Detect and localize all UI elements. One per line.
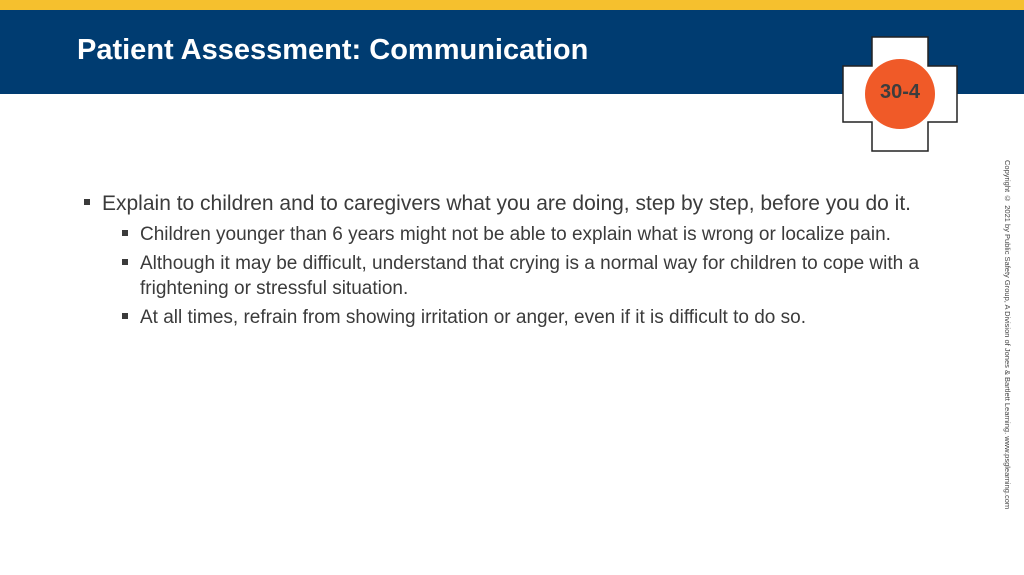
copyright-notice: Copyright © 2021 by Public Safety Group, A Division of Jones & Bartlett Learning. www.psglearning.com <box>1003 160 1012 510</box>
square-bullet-icon <box>122 313 128 319</box>
square-bullet-icon <box>122 259 128 265</box>
bullet-item-main <box>84 190 944 218</box>
slide-title: Patient Assessment: Communication <box>77 34 589 66</box>
square-bullet-icon <box>122 230 128 236</box>
sub-bullet-text: Children younger than 6 years might not be able to explain what is wrong or localize pain. <box>140 224 891 245</box>
bullet-text: Explain to children and to caregivers what you are doing, step by step, before you do it. <box>102 192 911 215</box>
sub-bullet-item <box>122 305 920 330</box>
square-bullet-icon <box>84 199 90 205</box>
sub-bullet-item <box>122 251 920 301</box>
sub-bullet-text: At all times, refrain from showing irritation or anger, even if it is difficult to do so. <box>140 307 806 328</box>
top-accent-stripe <box>0 0 1024 10</box>
chapter-number: 30-4 <box>879 81 921 103</box>
sub-bullet-item <box>122 222 920 247</box>
bullet-list <box>84 190 944 330</box>
sub-bullet-text: Although it may be difficult, understand that crying is a normal way for children to cope with a frightening or stressful situation. <box>140 253 920 299</box>
